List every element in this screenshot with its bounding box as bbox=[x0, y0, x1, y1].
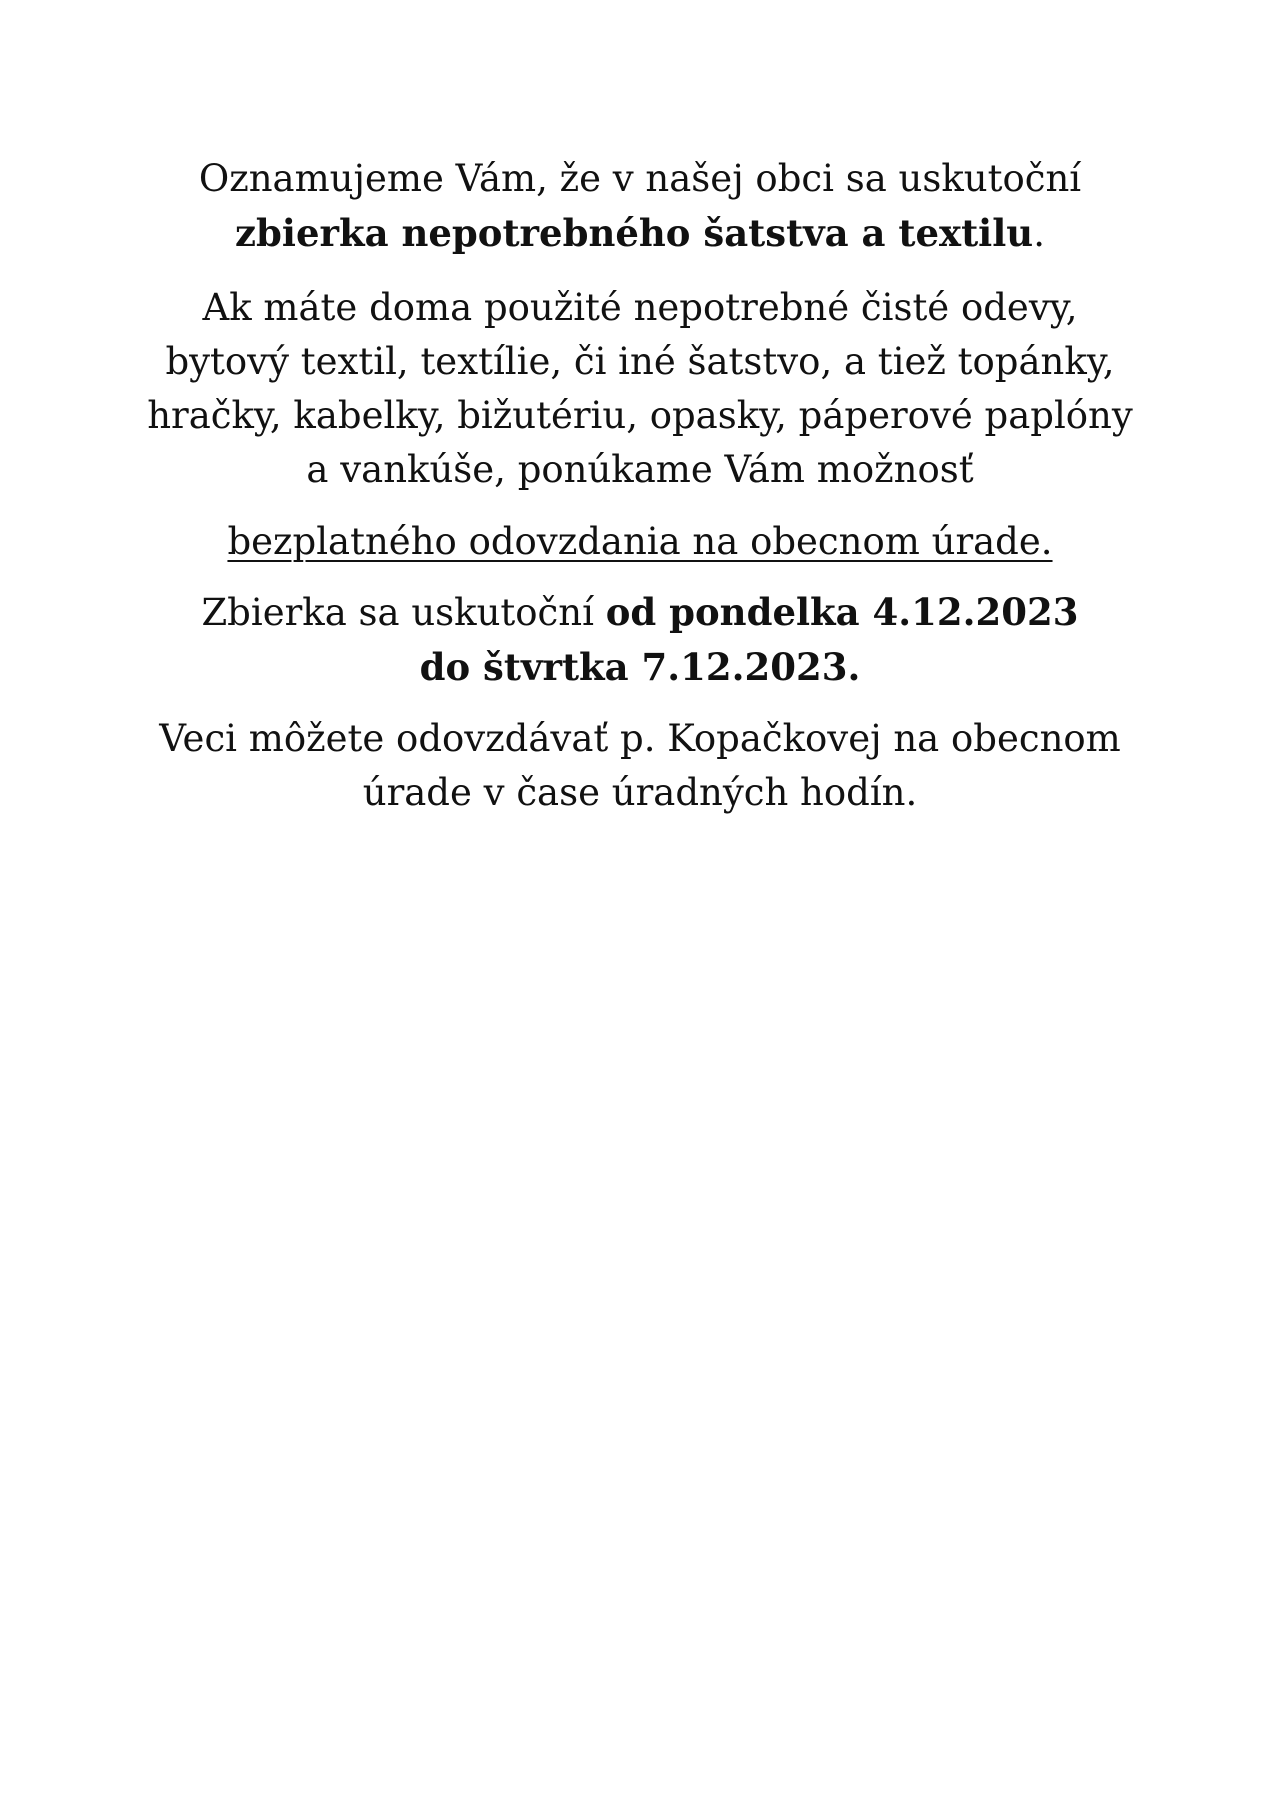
intro-line-2 bbox=[80, 206, 1200, 261]
collection-title: zbierka nepotrebného šatstva a textilu bbox=[235, 211, 1034, 255]
delivery-paragraph bbox=[80, 712, 1200, 820]
dates-paragraph bbox=[80, 585, 1200, 694]
delivery-line-2: úrade v čase úradných hodín. bbox=[362, 771, 918, 814]
dates-line-1 bbox=[80, 585, 1200, 640]
intro-line-2-end: . bbox=[1033, 212, 1045, 255]
date-to: do štvrtka 7.12.2023. bbox=[419, 645, 861, 689]
items-line-4: a vankúše, ponúkame Vám možnosť bbox=[306, 448, 974, 491]
items-line-3: hračky, kabelky, bižutériu, opasky, páperové paplóny bbox=[147, 394, 1133, 437]
delivery-line-1: Veci môžete odovzdávať p. Kopačkovej na obecnom bbox=[159, 717, 1121, 760]
offer-paragraph bbox=[80, 515, 1200, 569]
dates-prefix: Zbierka sa uskutoční bbox=[201, 591, 606, 634]
items-line-1: Ak máte doma použité nepotrebné čisté odevy, bbox=[202, 286, 1078, 329]
items-paragraph bbox=[80, 281, 1200, 497]
date-from: od pondelka 4.12.2023 bbox=[605, 590, 1079, 634]
intro-paragraph bbox=[80, 152, 1200, 261]
items-line-2: bytový textil, textílie, či iné šatstvo, a tiež topánky, bbox=[165, 340, 1115, 383]
offer-line: bezplatného odovzdania na obecnom úrade. bbox=[227, 520, 1053, 563]
intro-line-1: Oznamujeme Vám, že v našej obci sa uskutoční bbox=[198, 157, 1082, 200]
